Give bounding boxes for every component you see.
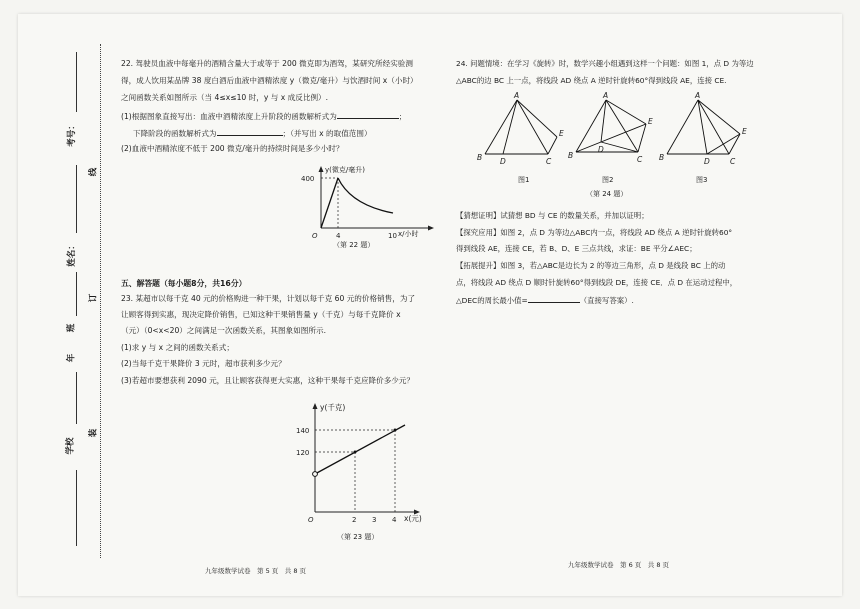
q23-open-endpoint	[313, 472, 318, 477]
q23-line-3: （元）（0<x<20）之间满足一次函数关系，其图象如图所示.	[121, 326, 326, 335]
q23-part-2: (2)当每千克干果降价 3 元时，超市获利多少元？	[121, 359, 286, 368]
fig3-label-e: E	[742, 127, 747, 136]
q24-extend-line-1: 【拓展提升】如图 3，若△ABC是边长为 2 的等边三角形，点 D 是线段 BC 上的动	[456, 261, 726, 270]
q24-explore-line-1: 【探究应用】如图 2，点 D 为等边△ABC内一点，将线段 AD 绕点 A 逆时针旋转60°	[456, 228, 733, 237]
fig2-label-d: D	[598, 145, 604, 154]
school-label: 学校	[65, 437, 76, 455]
q22-decay-curve	[338, 178, 393, 213]
q22-rise-segment	[321, 178, 338, 228]
q22-part-1a	[121, 110, 406, 122]
q24-caption: （第 24 题）	[586, 190, 628, 198]
line-mark: 线	[88, 167, 99, 177]
q23-caption: （第 23 题）	[337, 533, 379, 541]
fig3-label-b: B	[659, 153, 665, 162]
fig3-segment-de	[707, 134, 740, 154]
q24-figure-2	[576, 100, 646, 152]
q23-y-tick-140: 140	[296, 427, 310, 435]
grade-label: 年	[66, 353, 77, 363]
q22-answer-blank-1[interactable]	[337, 110, 399, 119]
q24-line-2: △ABC的边 BC 上一点，将线段 AD 绕点 A 逆时针旋转60°得到线段 AE，连接 CE.	[456, 76, 727, 85]
fig1-label-d: D	[500, 157, 506, 166]
q22-part-1b-end: ；（并写出 x 的取值范围）	[282, 129, 372, 138]
q24-extend-line-2: 点，将线段 AD 绕点 D 顺时针旋转60°得到线段 DE，连接 CE．点 D 在运动过程中，	[456, 278, 738, 287]
fig2-segment-ae	[606, 100, 646, 124]
fig1-label-c: C	[546, 157, 552, 166]
fig2-label-a: A	[603, 91, 609, 100]
q22-caption: （第 22 题）	[333, 241, 375, 249]
fig1-caption: 图1	[518, 176, 530, 184]
class-label: 班	[66, 323, 77, 333]
fig1-label-a: A	[514, 91, 520, 100]
fig3-caption: 图3	[696, 176, 708, 184]
q24-answer-blank[interactable]	[528, 294, 580, 303]
q22-y-label: y(微克/毫升)	[325, 166, 365, 174]
q23-point-2-120	[354, 451, 357, 454]
q22-y-tick-400: 400	[301, 175, 315, 183]
q23-y-tick-120: 120	[296, 449, 310, 457]
q23-part-1: (1)求 y 与 x 之间的函数关系式；	[121, 343, 234, 352]
q24-extend-line-3-text: △DEC的周长最小值=	[456, 296, 528, 305]
q22-x-tick-4: 4	[336, 232, 341, 240]
exam-no-label: 考号：	[66, 121, 77, 147]
fig2-segment-ce	[638, 124, 646, 152]
q23-x-label: x(元)	[404, 514, 422, 523]
fig1-segment-ae	[517, 100, 557, 137]
fig2-caption: 图2	[602, 176, 614, 184]
staple-mark: 装	[88, 428, 99, 438]
fig2-segment-ad	[601, 100, 606, 142]
q24-extend-line-3	[456, 294, 634, 306]
left-footer: 九年级数学试卷 第 5 页 共 8 页	[205, 567, 307, 575]
q23-x-tick-4: 4	[392, 516, 397, 524]
q23-graph	[290, 400, 440, 528]
fig1-label-b: B	[477, 153, 483, 162]
q22-part-1a-end: ；	[398, 112, 407, 121]
fig3-side-ab	[667, 100, 698, 154]
fig1-side-ac	[517, 100, 548, 154]
q22-line-2: 得，成人饮用某品牌 38 度白酒后血液中酒精浓度 y（微克/毫升）与饮酒时间 x（小时）	[121, 76, 418, 85]
q22-part-1a-text: (1)根据图象直接写出：血液中酒精浓度上升阶段的函数解析式为	[121, 112, 337, 121]
q22-line-3: 之间函数关系如图所示（当 4≤x≤10 时，y 与 x 成反比例）.	[121, 93, 329, 102]
bind-mark: 订	[88, 293, 99, 303]
binding-dotted-line	[100, 44, 101, 558]
fig3-label-c: C	[730, 157, 736, 166]
q22-line-1: 22. 驾驶员血液中每毫升的酒精含量大于或等于 200 微克即为酒驾，某研究所经实验测	[121, 59, 413, 68]
q22-x-label: x/小时	[398, 230, 419, 238]
q24-figure-1	[485, 100, 557, 154]
q22-graph	[296, 163, 441, 241]
q23-sales-line	[315, 425, 405, 474]
fig2-label-c: C	[637, 155, 643, 164]
q22-origin: O	[312, 232, 318, 240]
section-title-five: 五、解答题（每小题8分，共16分）	[121, 279, 247, 288]
exam-no-underline	[76, 52, 77, 112]
q22-part-1b	[133, 127, 372, 139]
q23-origin: O	[308, 516, 314, 524]
fig3-label-a: A	[695, 91, 701, 100]
q23-x-tick-3: 3	[372, 516, 377, 524]
q22-answer-blank-2[interactable]	[217, 127, 283, 136]
fig2-label-b: B	[568, 151, 574, 160]
q22-x-arrow	[428, 226, 434, 231]
q23-y-arrow	[313, 403, 318, 409]
fig3-label-d: D	[704, 157, 710, 166]
q23-point-4-140	[394, 429, 397, 432]
q24-extend-line-3-end: （直接写答案）.	[579, 296, 634, 305]
q24-guess: 【猜想证明】试猜想 BD 与 CE 的数量关系，并加以证明；	[456, 211, 649, 220]
fig1-side-ab	[485, 100, 517, 154]
name-label: 姓名：	[66, 241, 77, 267]
q24-figure-3	[667, 100, 740, 154]
fig3-segment-ae	[698, 100, 740, 134]
name-underline	[76, 165, 77, 233]
q22-x-tick-10: 10	[388, 232, 397, 240]
fig1-segment-ad	[503, 100, 517, 154]
q23-x-tick-2: 2	[352, 516, 357, 524]
q24-line-1: 24. 问题情境：在学习《旋转》时，数学兴趣小组遇到这样一个问题：如图 1，点 D 为等边	[456, 59, 754, 68]
q23-y-label: y(千克)	[320, 403, 346, 412]
q23-part-3: (3)若超市要想获利 2090 元，且让顾客获得更大实惠，这种干果每千克应降价多少元？	[121, 376, 415, 385]
fig2-label-e: E	[648, 117, 653, 126]
grade-underline	[76, 372, 77, 424]
q22-part-2: (2)血液中酒精浓度不低于 200 微克/毫升的持续时间是多少小时？	[121, 144, 344, 153]
q24-explore-line-2: 得到线段 AE，连接 CE，若 B、D、E 三点共线，求证：BE 平分∠AEC；	[456, 244, 697, 253]
right-footer: 九年级数学试卷 第 6 页 共 8 页	[568, 561, 670, 569]
school-underline	[76, 470, 77, 546]
q23-line-1: 23. 某超市以每千克 40 元的价格购进一种干果，计划以每千克 60 元的价格销售，为了	[121, 294, 416, 303]
q23-line-2: 让顾客得到实惠，现决定降价销售，已知这种干果销售量 y（千克）与每千克降价 x	[121, 310, 401, 319]
q22-y-arrow	[319, 166, 324, 172]
q22-part-1b-text: 下降阶段的函数解析式为	[133, 129, 217, 138]
class-underline	[76, 272, 77, 316]
q24-figures	[470, 90, 760, 188]
fig1-segment-ce	[548, 137, 557, 154]
fig1-label-e: E	[559, 129, 564, 138]
